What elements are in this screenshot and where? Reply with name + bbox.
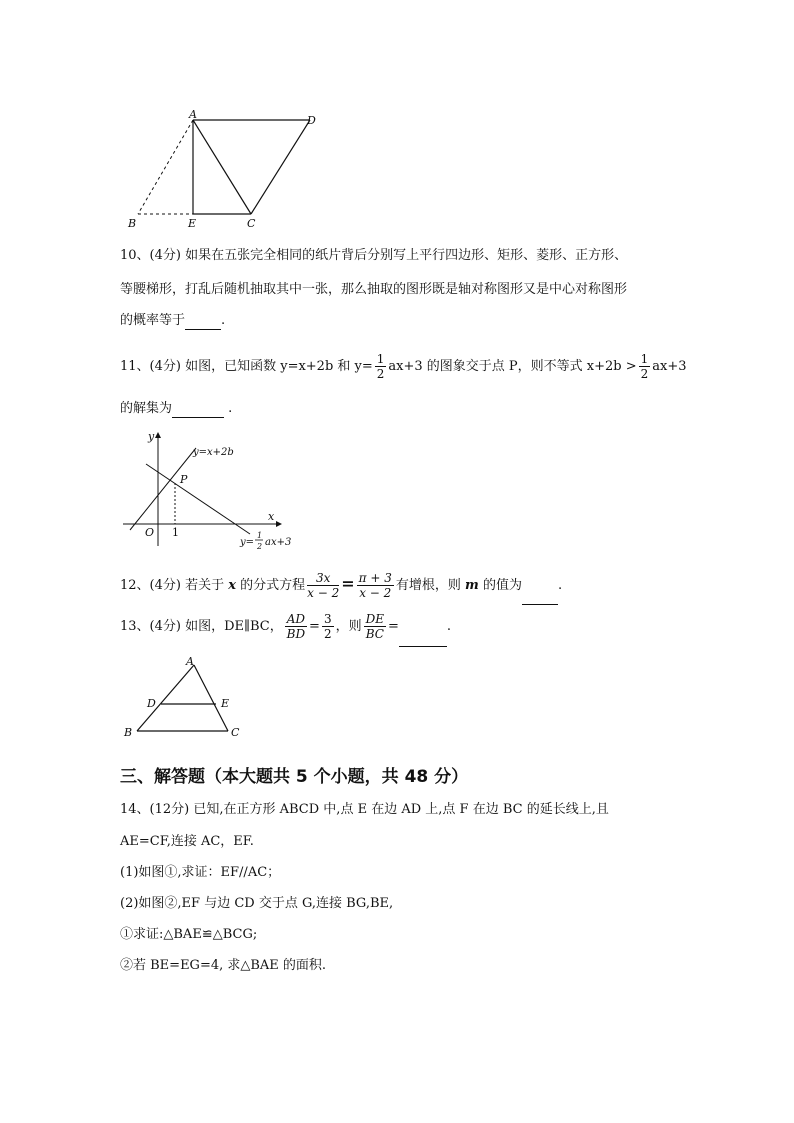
edge-ac [193,120,251,214]
label-e: E [221,697,230,710]
q12-mid: 的分式方程 [240,578,306,593]
q12-var-x: x [228,578,236,593]
q11-line1 [120,350,687,384]
q11-mid: ax+3 的图象交于点 P，则不等式 x+2b > [388,359,637,374]
line-y-x-plus-2b [130,448,196,530]
q10-line3 [120,313,225,330]
q10-line1: 10、(4分) 如果在五张完全相同的纸片背后分别写上平行四边形、矩形、菱形、正方形、 [120,248,628,263]
label-c: C [231,726,240,739]
figure-triangle [120,653,250,743]
tick-one-label: 1 [172,526,179,539]
line2-label-den: 2 [257,542,263,551]
line1-label: y=x+2b [193,447,234,458]
q12-equals: = [341,574,355,593]
x-axis-arrow-icon [276,521,282,527]
q10-period: . [221,313,226,328]
q11-suffix: ax+3 [652,359,687,374]
q12-prefix: 12、(4分) 若关于 [120,578,225,593]
line2-label-num: 1 [257,531,263,540]
q13-equals: = [309,619,320,634]
y-axis-arrow-icon [155,432,161,438]
q13-frac-3-2: $\frac{3}{2}$ [323,612,332,641]
q11-period: . [228,401,233,416]
label-d: D [307,114,316,127]
q11-answer-blank[interactable] [172,401,224,418]
edge-dc [251,120,310,214]
q12-tail: 的值为 [482,578,522,593]
q12-period: . [557,578,563,593]
figure-line-graph [118,428,298,553]
q12-frac-right: $\frac{\pi + 3}{x - 2}$ [358,571,392,600]
q12-line [120,566,562,605]
q13-equals-2: = [388,619,399,634]
q13-period: . [446,619,452,634]
q13-answer-blank[interactable] [399,608,447,647]
label-d: D [147,697,156,710]
q10-line2: 等腰梯形，打乱后随机抽取其中一张，那么抽取的图形既是轴对称图形又是中心对称图形 [120,282,628,297]
line2-label-post: ax+3 [265,537,292,548]
origin-label: O [145,526,155,539]
label-a: A [189,108,197,121]
line2-label-pre: y= [240,537,255,548]
x-axis-label: x [268,510,275,523]
q13-frac-ad-bd: $\frac{AD}{BD}$ [286,612,306,641]
q14-line6: ②若 BE=EG=4, 求△BAE 的面积. [120,958,327,973]
label-b: B [128,217,137,230]
q13-prefix: 13、(4分) 如图，DE∥BC， [120,619,283,634]
point-p-label: P [180,473,188,486]
edge-ab-dashed [138,120,193,214]
q12-frac-left: $\frac{3x}{x - 2}$ [307,571,340,600]
q13-frac-de-bc: $\frac{DE}{BC}$ [365,612,384,641]
y-axis-label: y [148,430,155,443]
q11-frac-half-1: $\frac{1}{2}$ [376,352,385,381]
q11-frac-half-2: $\frac{1}{2}$ [640,352,649,381]
q14-line5: ①求证:△BAE≌△BCG; [120,927,258,942]
edge-ab [137,665,194,731]
section-heading: 三、解答题（本大题共 5 个小题，共 48 分） [120,767,469,787]
figure-parallelogram [120,108,340,233]
q10-line3-text: 的概率等于 [120,313,186,328]
q14-line4: (2)如图②,EF 与边 CD 交于点 G,连接 BG,BE, [120,896,394,911]
label-e: E [188,217,197,230]
q11-line2-text: 的解集为 [120,401,173,416]
q14-line1: 14、(12分) 已知,在正方形 ABCD 中,点 E 在边 AD 上,点 F 在边 BC 的延长线上,且 [120,802,609,817]
q10-answer-blank[interactable] [185,313,221,330]
q13-mid: ，则 [335,619,362,634]
q12-answer-blank[interactable] [522,568,558,605]
q12-after: 有增根，则 [395,578,461,593]
label-b: B [124,726,133,739]
q11-line2 [120,401,232,418]
q12-var-m: m [465,578,479,593]
q14-line2: AE=CF,连接 AC，EF. [120,834,254,849]
q13-line [120,608,451,647]
q14-line3: (1)如图①,求证：EF//AC； [120,865,281,880]
label-a: A [186,655,194,668]
q11-prefix: 11、(4分) 如图，已知函数 y=x+2b 和 y= [120,359,373,374]
label-c: C [247,217,256,230]
